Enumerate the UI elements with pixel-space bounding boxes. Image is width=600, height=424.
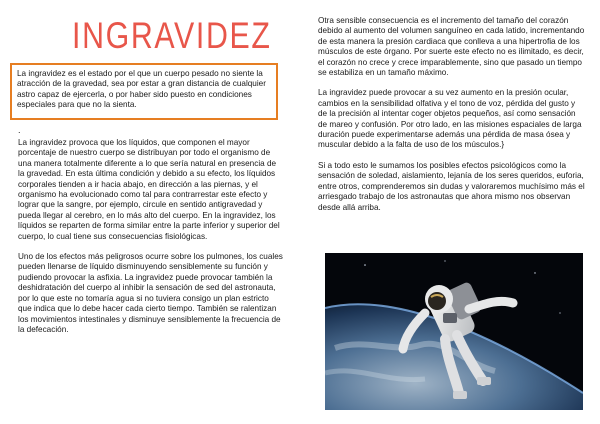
separator-dot: .	[18, 125, 21, 135]
body-paragraph: La ingravidez provoca que los líquidos, que componen el mayor porcentaje de nuestro cuerpo se distribuyan por todo el organismo de una manera totalmente diferente a lo que sería natural en presencia de la gravedad. En esta última condición y debido a su efecto, los líquidos corporales tienden a ir hacia abajo, en dirección a las piernas, y el organismo ha evolucionado como tal para contrarrestar este efecto y lograr que la sangre, por ejemplo, circule en sentido antigravedad y pueda llegar al cerebro, en lo más alto del cuerpo. En la ingravidez, los líquidos se reparten de forma similar entre la parte inferior y superior del cuerpo, lo cual tiene sus consecuencias fisiológicas.	[18, 138, 280, 241]
body-paragraph: Si a todo esto le sumamos los posibles efectos psicológicos como la sensación de soledad, aislamiento, lejanía de los seres queridos, euforia, entre otros, comprenderemos sin dudas y valoraremos muchísimo más el arriesgado trabajo de los astronautas que ahora mismo nos observan desde allá arriba.	[318, 160, 585, 212]
astronaut-photo	[325, 253, 583, 410]
body-paragraph: Otra sensible consecuencia es el incremento del tamaño del corazón debido al aumento del volumen sanguíneo en cada latido, incrementando de esta manera la presión cardiaca que conlleva a una hipertrofia de los músculos de este órgano. Por suerte este efecto no es ilimitado, es decir, el corazón no crece y crece imparablemente, sino que pasado un tiempo se estabiliza en un tamaño máximo.	[318, 16, 585, 78]
intro-highlight-box	[10, 63, 278, 120]
body-paragraph: Uno de los efectos más peligrosos ocurre sobre los pulmones, los cuales pueden llenarse de líquido disminuyendo sensiblemente su función y pudiendo provocar la asfixia. La ingravidez puede provocar también la deshidratación del cuerpo al inhibir la sensación de sed del astronauta, por lo que este no tomaría agua si no tuviera consigo un plan estricto que indica que lo debe hacer cada cierto tiempo. También se ralentizan los movimientos intestinales y disminuye sensiblemente la frecuencia de la defecación.	[18, 252, 283, 334]
left-column	[18, 138, 284, 335]
astronaut-earth-image	[325, 253, 583, 410]
intro-paragraph: La ingravidez es el estado por el que un cuerpo pesado no siente la atracción de la gravedad, sea por estar a gran distancia de cualquier astro capaz de ejercerla, o por haber sido puesto en condiciones especiales para que no la sienta.	[17, 69, 266, 110]
right-column	[318, 16, 586, 213]
body-paragraph: La ingravidez puede provocar a su vez aumento en la presión ocular, cambios en la sensibilidad olfativa y el tono de voz, pérdida del gusto y de la precisión al intentar coger objetos pequeños, así como sensación de mareo y confusión. Por otro lado, en las misiones espaciales de larga duración puede experimentarse además una pérdida de masa ósea y muscular debido a la falta de uso de los músculos.}	[318, 88, 582, 150]
page-title: INGRAVIDEZ	[72, 15, 272, 56]
